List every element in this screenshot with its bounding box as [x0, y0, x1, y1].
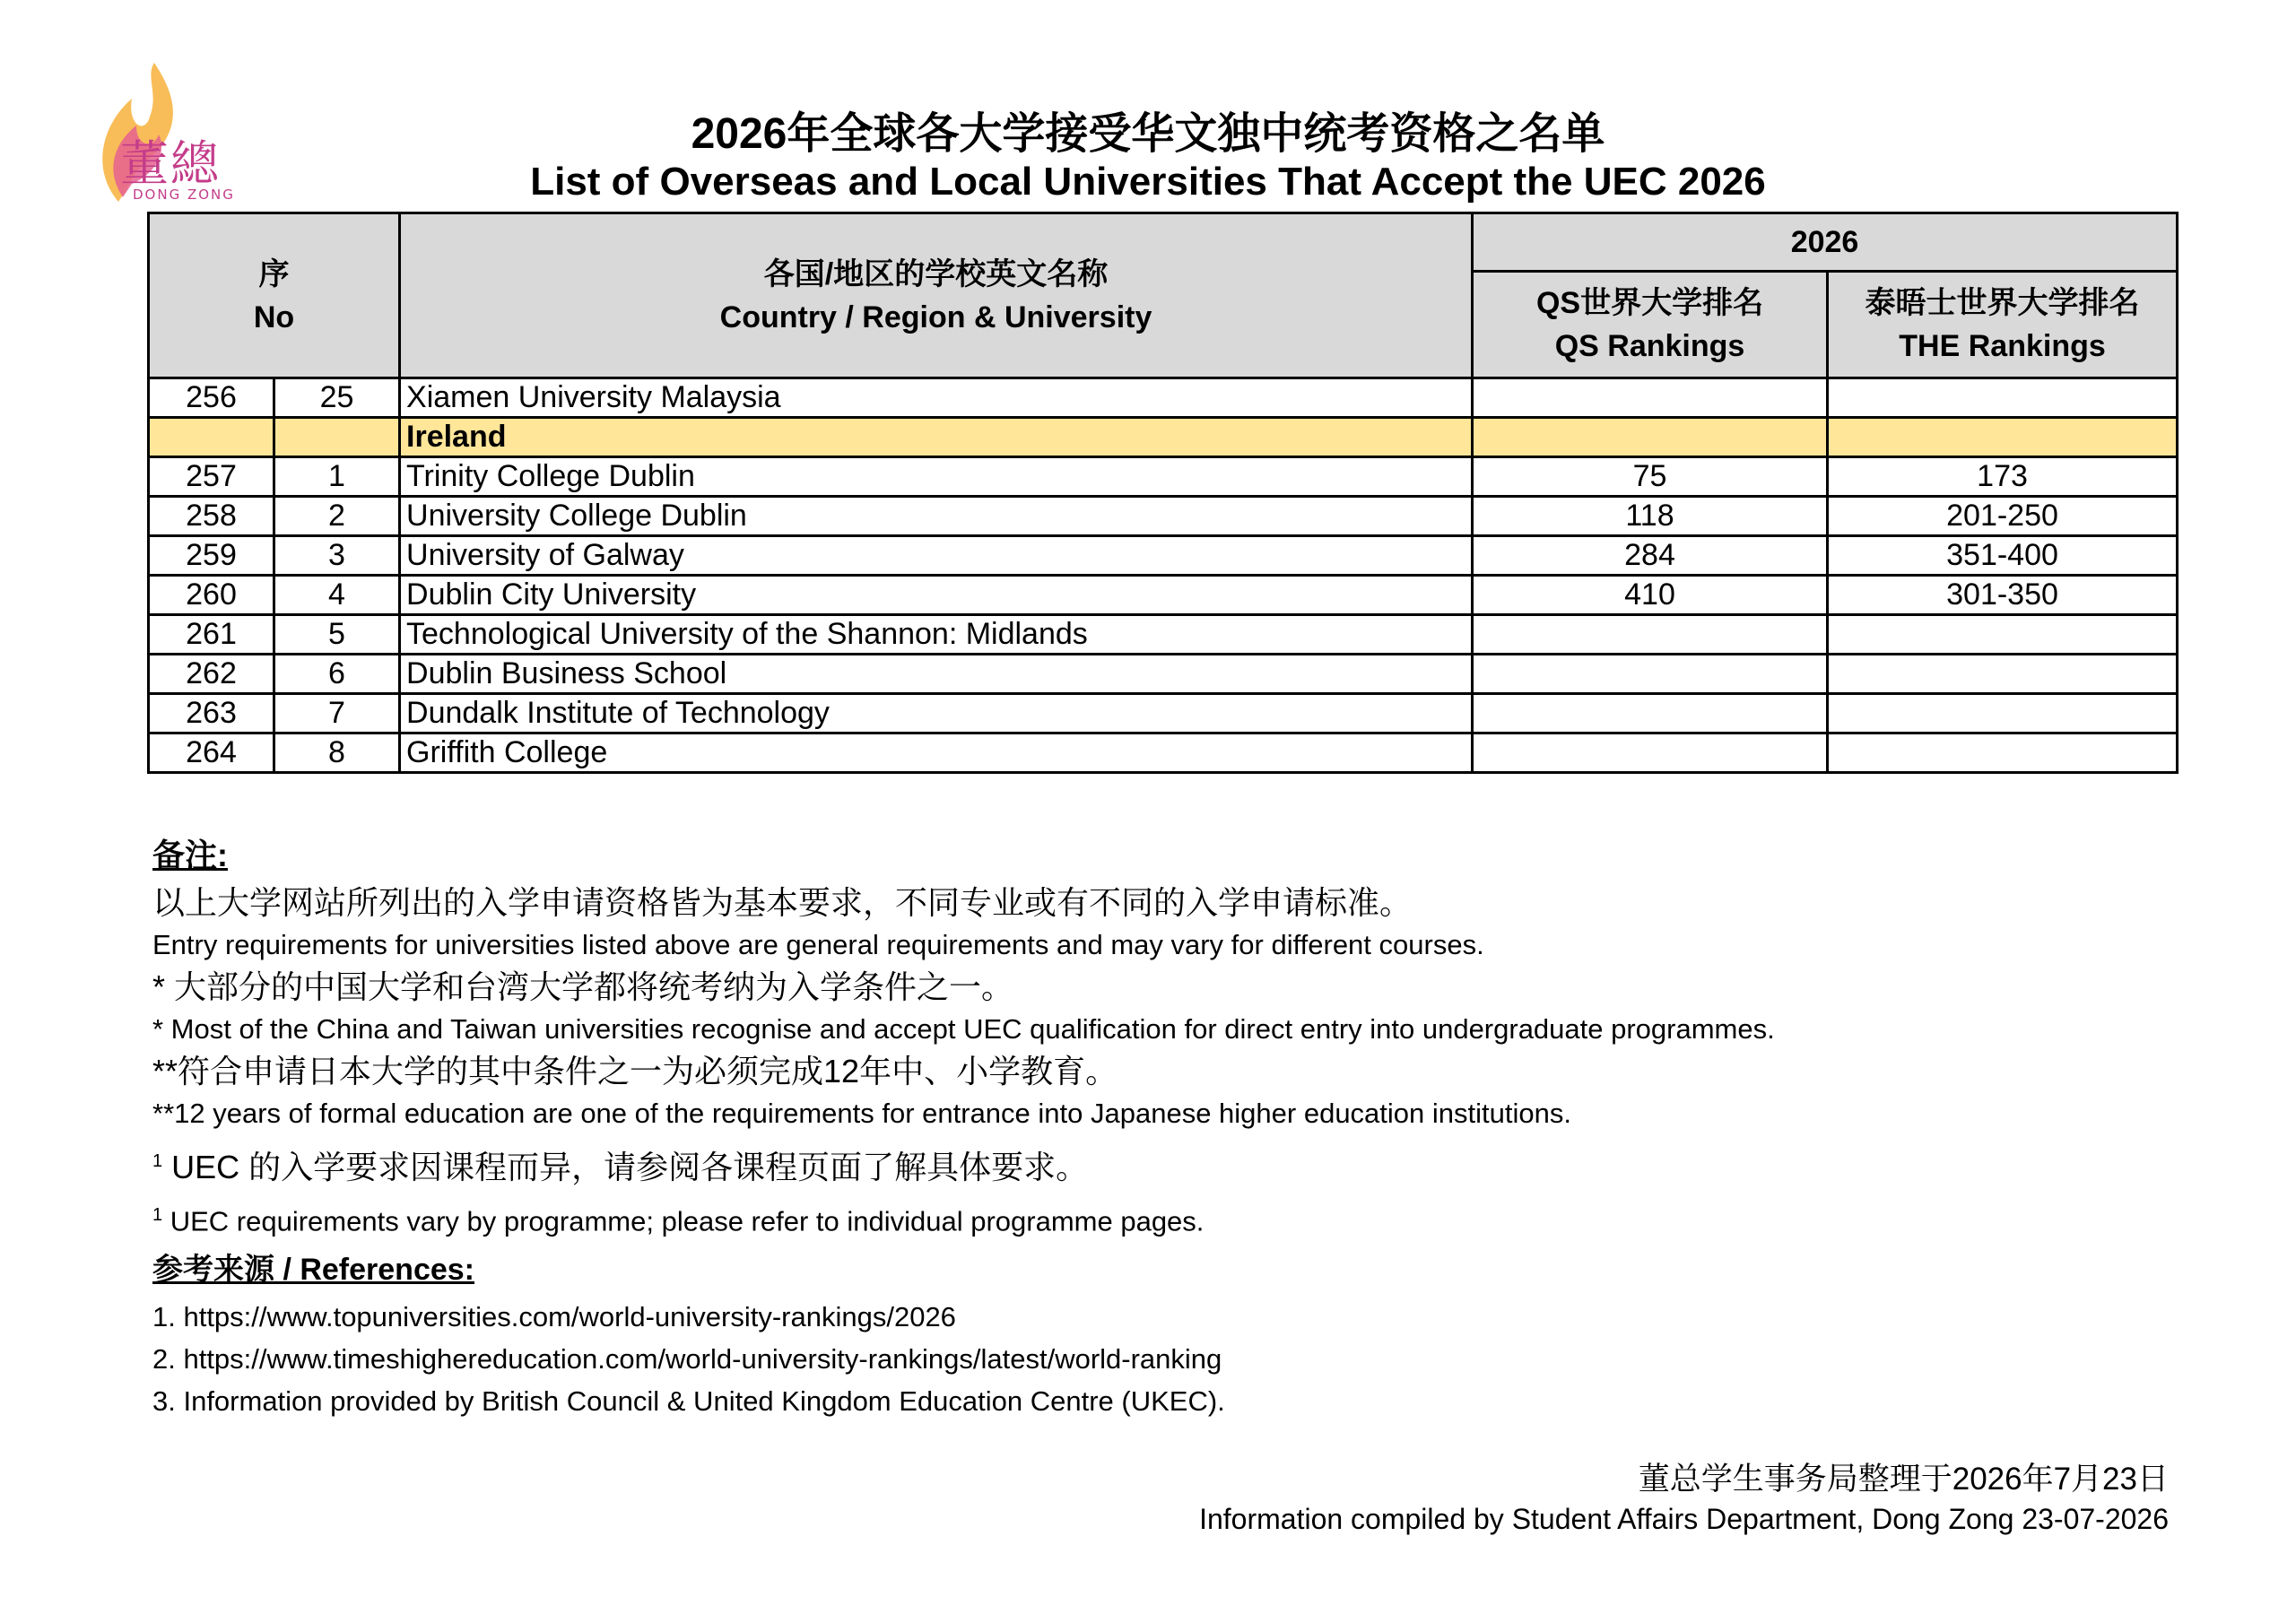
row-no: 257: [149, 457, 274, 497]
row-sub-no: 8: [274, 733, 400, 773]
row-the: 301-350: [1828, 576, 2178, 615]
row-no: 256: [149, 378, 274, 418]
header-the-en: THE Rankings: [1899, 329, 2106, 363]
row-the: [1828, 655, 2178, 694]
header-the: [1828, 272, 2178, 378]
footer-compiled-cn: 董总学生事务局整理于2026年7月23日: [1638, 1462, 2169, 1497]
note-1-en: Entry requirements for universities listed above are general requirements and may vary for different courses.: [152, 929, 1484, 960]
row-university: Technological University of the Shannon: Midlands: [400, 615, 1473, 655]
table-row: [149, 536, 2178, 576]
row-qs: [1473, 694, 1828, 733]
logo-en-text: DONG ZONG: [133, 187, 235, 203]
row-qs: [1473, 418, 1828, 457]
row-university: University of Galway: [400, 536, 1473, 576]
row-qs: 284: [1473, 536, 1828, 576]
row-no: 261: [149, 615, 274, 655]
row-no: 263: [149, 694, 274, 733]
row-qs: 75: [1473, 457, 1828, 497]
table-row: [149, 733, 2178, 773]
reference-item: 3. Information provided by British Council & United Kingdom Education Centre (UKEC).: [152, 1385, 1225, 1417]
header-qs-en: QS Rankings: [1554, 329, 1745, 363]
row-sub-no: 3: [274, 536, 400, 576]
footnote-marker: 1: [152, 1205, 163, 1225]
row-university: Dundalk Institute of Technology: [400, 694, 1473, 733]
row-the: 173: [1828, 457, 2178, 497]
row-qs: 410: [1473, 576, 1828, 615]
footnote-marker: 1: [152, 1151, 163, 1171]
note-4-en: [152, 1194, 2215, 1242]
reference-item[interactable]: 1. https://www.topuniversities.com/world-university-rankings/2026: [152, 1301, 956, 1332]
row-sub-no: 4: [274, 576, 400, 615]
row-qs: [1473, 733, 1828, 773]
header-no-en: No: [253, 299, 295, 334]
note-4-en-text: UEC requirements vary by programme; please refer to individual programme pages.: [162, 1205, 1205, 1237]
note-1-cn: 以上大学网站所列出的入学申请资格皆为基本要求，不同专业或有不同的入学申请标准。: [152, 884, 1413, 921]
row-country: Ireland: [400, 418, 1473, 457]
header-no-cn: 序: [258, 256, 290, 291]
row-university: Xiamen University Malaysia: [400, 378, 1473, 418]
row-university: Dublin City University: [400, 576, 1473, 615]
row-no: 259: [149, 536, 274, 576]
table-row: [149, 378, 2178, 418]
row-the: 201-250: [1828, 497, 2178, 536]
header-year: 2026: [1473, 213, 2178, 272]
row-qs: [1473, 378, 1828, 418]
header-university: [400, 213, 1473, 378]
page-title-en: List of Overseas and Local Universities That Accept the UEC 2026: [530, 160, 1766, 204]
table-row: [149, 694, 2178, 733]
row-the: 351-400: [1828, 536, 2178, 576]
row-sub-no: 7: [274, 694, 400, 733]
header-the-cn: 泰晤士世界大学排名: [1865, 286, 2140, 320]
row-no: 262: [149, 655, 274, 694]
row-qs: 118: [1473, 497, 1828, 536]
university-table: [147, 212, 2179, 774]
table-row: [149, 576, 2178, 615]
footer-compiled-en: Information compiled by Student Affairs Department, Dong Zong 23-07-2026: [1199, 1503, 2169, 1535]
row-university: Griffith College: [400, 733, 1473, 773]
row-the: [1828, 418, 2178, 457]
row-sub-no: [274, 418, 400, 457]
row-no: 260: [149, 576, 274, 615]
note-4-cn-text: UEC 的入学要求因课程而异，请参阅各课程页面了解具体要求。: [162, 1149, 1089, 1185]
row-the: [1828, 694, 2178, 733]
row-sub-no: 5: [274, 615, 400, 655]
row-the: [1828, 733, 2178, 773]
row-sub-no: 25: [274, 378, 400, 418]
reference-item[interactable]: 2. https://www.timeshighereducation.com/world-university-rankings/latest/world-ranking: [152, 1343, 1222, 1375]
note-2-cn: * 大部分的中国大学和台湾大学都将统考纳为入学条件之一。: [152, 968, 1014, 1005]
header-university-cn: 各国/地区的学校英文名称: [763, 256, 1109, 291]
references-heading: 参考来源 / References:: [152, 1253, 474, 1287]
header-no: [149, 213, 400, 378]
notes-heading: 备注:: [152, 837, 228, 873]
row-sub-no: 6: [274, 655, 400, 694]
header-qs-cn: QS世界大学排名: [1535, 286, 1764, 320]
row-qs: [1473, 615, 1828, 655]
row-university: University College Dublin: [400, 497, 1473, 536]
note-4-cn: [152, 1140, 2215, 1189]
logo-cn-text: 董總: [120, 135, 221, 192]
header-qs: [1473, 272, 1828, 378]
references-section: [152, 1245, 2215, 1422]
row-sub-no: 1: [274, 457, 400, 497]
row-the: [1828, 378, 2178, 418]
row-no: 258: [149, 497, 274, 536]
row-no: 264: [149, 733, 274, 773]
country-row-ireland: [149, 418, 2178, 457]
table-row: [149, 497, 2178, 536]
row-sub-no: 2: [274, 497, 400, 536]
table-row: [149, 457, 2178, 497]
note-2-en: * Most of the China and Taiwan universities recognise and accept UEC qualification for direct entry into undergraduate programmes.: [152, 1013, 1775, 1045]
note-3-cn: **符合申请日本大学的其中条件之一为必须完成12年中、小学教育。: [152, 1053, 1118, 1089]
row-university: Trinity College Dublin: [400, 457, 1473, 497]
note-3-en: **12 years of formal education are one of the requirements for entrance into Japanese higher education institutions.: [152, 1098, 1571, 1129]
table-row: [149, 655, 2178, 694]
notes-section: [152, 830, 2215, 1242]
page-title-cn: 2026年全球各大学接受华文独中统考资格之名单: [691, 110, 1605, 158]
row-the: [1828, 615, 2178, 655]
header-university-en: Country / Region & University: [719, 299, 1152, 334]
row-university: Dublin Business School: [400, 655, 1473, 694]
table-row: [149, 615, 2178, 655]
row-no: [149, 418, 274, 457]
row-qs: [1473, 655, 1828, 694]
